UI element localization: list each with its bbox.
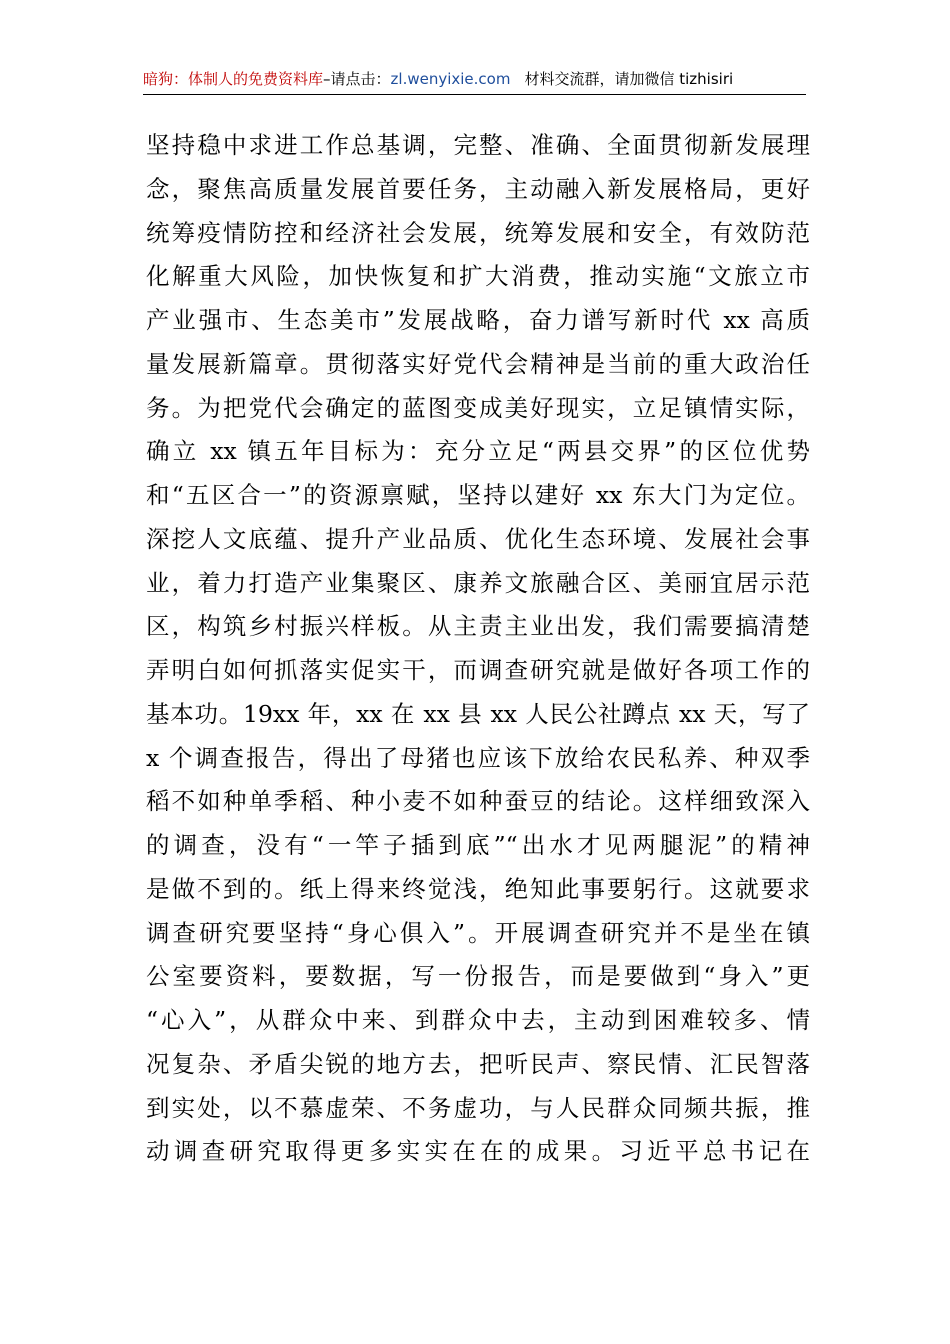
body-line: 公室要资料，要数据，写一份报告，而是要做到“身入”更 xyxy=(146,962,810,991)
body-line: 念，聚焦高质量发展首要任务，主动融入新发展格局，更好 xyxy=(146,174,810,203)
body-line: 的调查，没有“一竿子插到底”“出水才见两腿泥”的精神 xyxy=(146,831,810,859)
body-line: 统筹疫情防控和经济社会发展，统筹发展和安全，有效防范 xyxy=(146,218,810,247)
body-line: 化解重大风险，加快恢复和扩大消费，推动实施“文旅立市 xyxy=(146,262,810,291)
document-body xyxy=(146,124,810,1174)
body-line: “心入”，从群众中来、到群众中去，主动到困难较多、情 xyxy=(146,1006,810,1034)
header-link[interactable]: zl.wenyixie.com xyxy=(390,70,511,88)
body-line: 确立 xx 镇五年目标为：充分立足“两县交界”的区位优势 xyxy=(146,437,810,466)
header-prompt: –请点击： xyxy=(323,70,391,88)
body-line: 量发展新篇章。贯彻落实好党代会精神是当前的重大政治任 xyxy=(146,349,810,378)
body-line: 区，构筑乡村振兴样板。从主责主业出发，我们需要搞清楚 xyxy=(146,612,810,641)
body-line: 业，着力打造产业集聚区、康养文旅融合区、美丽宜居示范 xyxy=(146,568,810,597)
body-line: 动调查研究取得更多实实在在的成果。习近平总书记在 xyxy=(146,1137,810,1166)
header-group-info: 材料交流群，请加微信 tizhisiri xyxy=(524,70,734,88)
body-line: 务。为把党代会确定的蓝图变成美好现实，立足镇情实际， xyxy=(146,393,810,422)
body-line: 深挖人文底蕴、提升产业品质、优化生态环境、发展社会事 xyxy=(146,524,810,553)
body-line: 调查研究要坚持“身心俱入”。开展调查研究并不是坐在镇 xyxy=(146,918,810,947)
page-header xyxy=(143,64,806,95)
body-line: 和“五区合一”的资源禀赋，坚持以建好 xx 东大门为定位。 xyxy=(146,481,810,509)
body-line: 况复杂、矛盾尖锐的地方去，把听民声、察民情、汇民智落 xyxy=(146,1049,810,1078)
body-line: 基本功。19xx 年，xx 在 xx 县 xx 人民公社蹲点 xx 天，写了 xyxy=(146,699,810,728)
body-line: 弄明白如何抓落实促实干，而调查研究就是做好各项工作的 xyxy=(146,656,810,684)
body-line: 稻不如种单季稻、种小麦不如种蚕豆的结论。这样细致深入 xyxy=(146,787,810,816)
body-line: 到实处，以不慕虚荣、不务虚功，与人民群众同频共振，推 xyxy=(146,1093,810,1122)
body-line: 产业强市、生态美市”发展战略，奋力谱写新时代 xx 高质 xyxy=(146,306,810,334)
body-line: 坚持稳中求进工作总基调，完整、准确、全面贯彻新发展理 xyxy=(146,131,810,159)
body-line: 是做不到的。纸上得来终觉浅，绝知此事要躬行。这就要求 xyxy=(146,874,810,903)
header-brand: 暗狗：体制人的免费资料库 xyxy=(143,70,324,88)
body-line: x 个调查报告，得出了母猪也应该下放给农民私养、种双季 xyxy=(146,743,810,772)
